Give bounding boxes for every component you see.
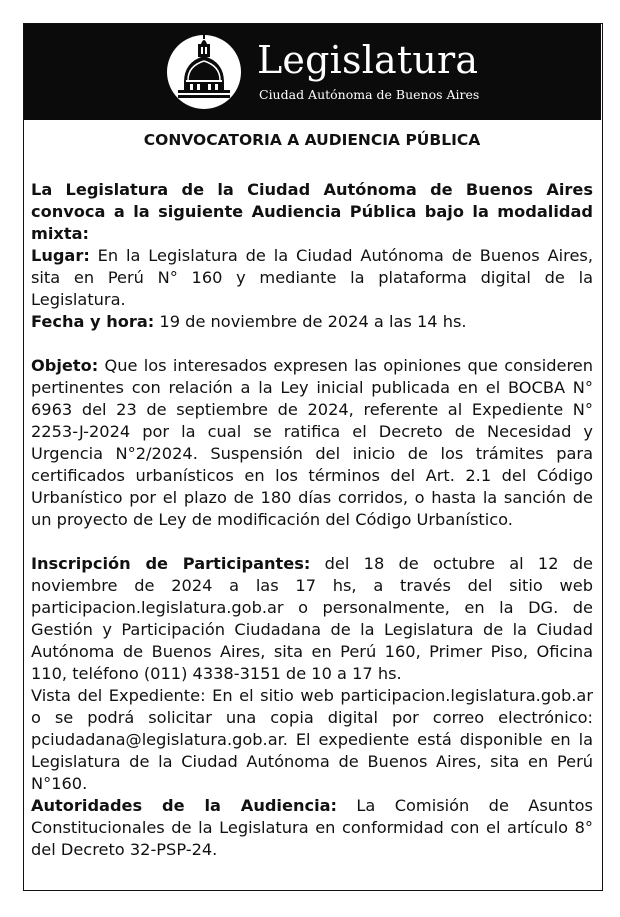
inscripcion-label: Inscripción de Participantes: [31,554,311,573]
notice-title: CONVOCATORIA A AUDIENCIA PÚBLICA [143,131,481,149]
objeto-label: Objeto: [31,356,99,375]
fecha-label: Fecha y hora: [31,312,155,331]
fecha-text: 19 de noviembre de 2024 a las 14 hs. [154,312,467,331]
autoridades-text: La Comisión de Asuntos Constitucionales de la Legislatura en conformidad con el artículo 8° del Decreto 32-PSP-24. [31,796,593,859]
vista-paragraph: Vista del Expediente: En el sitio web participacion.legislatura.gob.ar o se podrá solicitar una copia digital por correo electrónico: pciudadana@legislatura.gob.ar. El expediente está disponible en la Legislatura de la Ciudad Autónoma de Buenos Aires, sita en Perú N°160. [31,686,593,793]
autoridades-paragraph [31,795,593,861]
dome-icon [164,32,244,112]
lugar-label: Lugar: [31,246,90,265]
lugar-text: En la Legislatura de la Ciudad Autónoma de Buenos Aires, sita en Perú N° 160 y mediante la plataforma digital de la Legislatura. [31,246,593,309]
objeto-paragraph [31,355,593,531]
lugar-paragraph [31,245,593,311]
logo-subtitle: Ciudad Autónoma de Buenos Aires [259,87,480,102]
inscripcion-text: del 18 de octubre al 12 de noviembre de 2024 a las 17 hs, a través del sitio web participacion.legislatura.gob.ar o personalmente, en la DG. de Gestión y Participación Ciudadana de la Legislatura de la Ciudad Autónoma de Buenos Aires, sita en Perú 160, Primer Piso, Oficina 110, teléfono (011) 4338-3151 de 10 a 17 hs. [31,554,593,683]
logo-title: Legislatura [257,38,479,82]
fecha-paragraph [31,311,593,333]
objeto-text: Que los interesados expresen las opiniones que consideren pertinentes con relación a la Ley inicial publicada en el BOCBA N° 6963 del 23 de septiembre de 2024, referente al Expediente N° 2253-J-2024 por la cual se ratifica el Decreto de Necesidad y Urgencia N°2/2024. Suspensión del inicio de los trámites para certificados urbanísticos en los términos del Art. 2.1 del Código Urbanístico por el plazo de 180 días corridos, o hasta la sanción de un proyecto de Ley de modificación del Código Urbanístico. [31,356,593,529]
autoridades-label: Autoridades de la Audiencia: [31,796,338,815]
notice-body [31,124,593,861]
inscripcion-paragraph [31,553,593,685]
header-banner [24,24,601,120]
intro-paragraph: La Legislatura de la Ciudad Autónoma de Buenos Aires convoca a la siguiente Audiencia Pública bajo la modalidad mixta: [31,180,593,243]
notice-frame [23,23,603,891]
